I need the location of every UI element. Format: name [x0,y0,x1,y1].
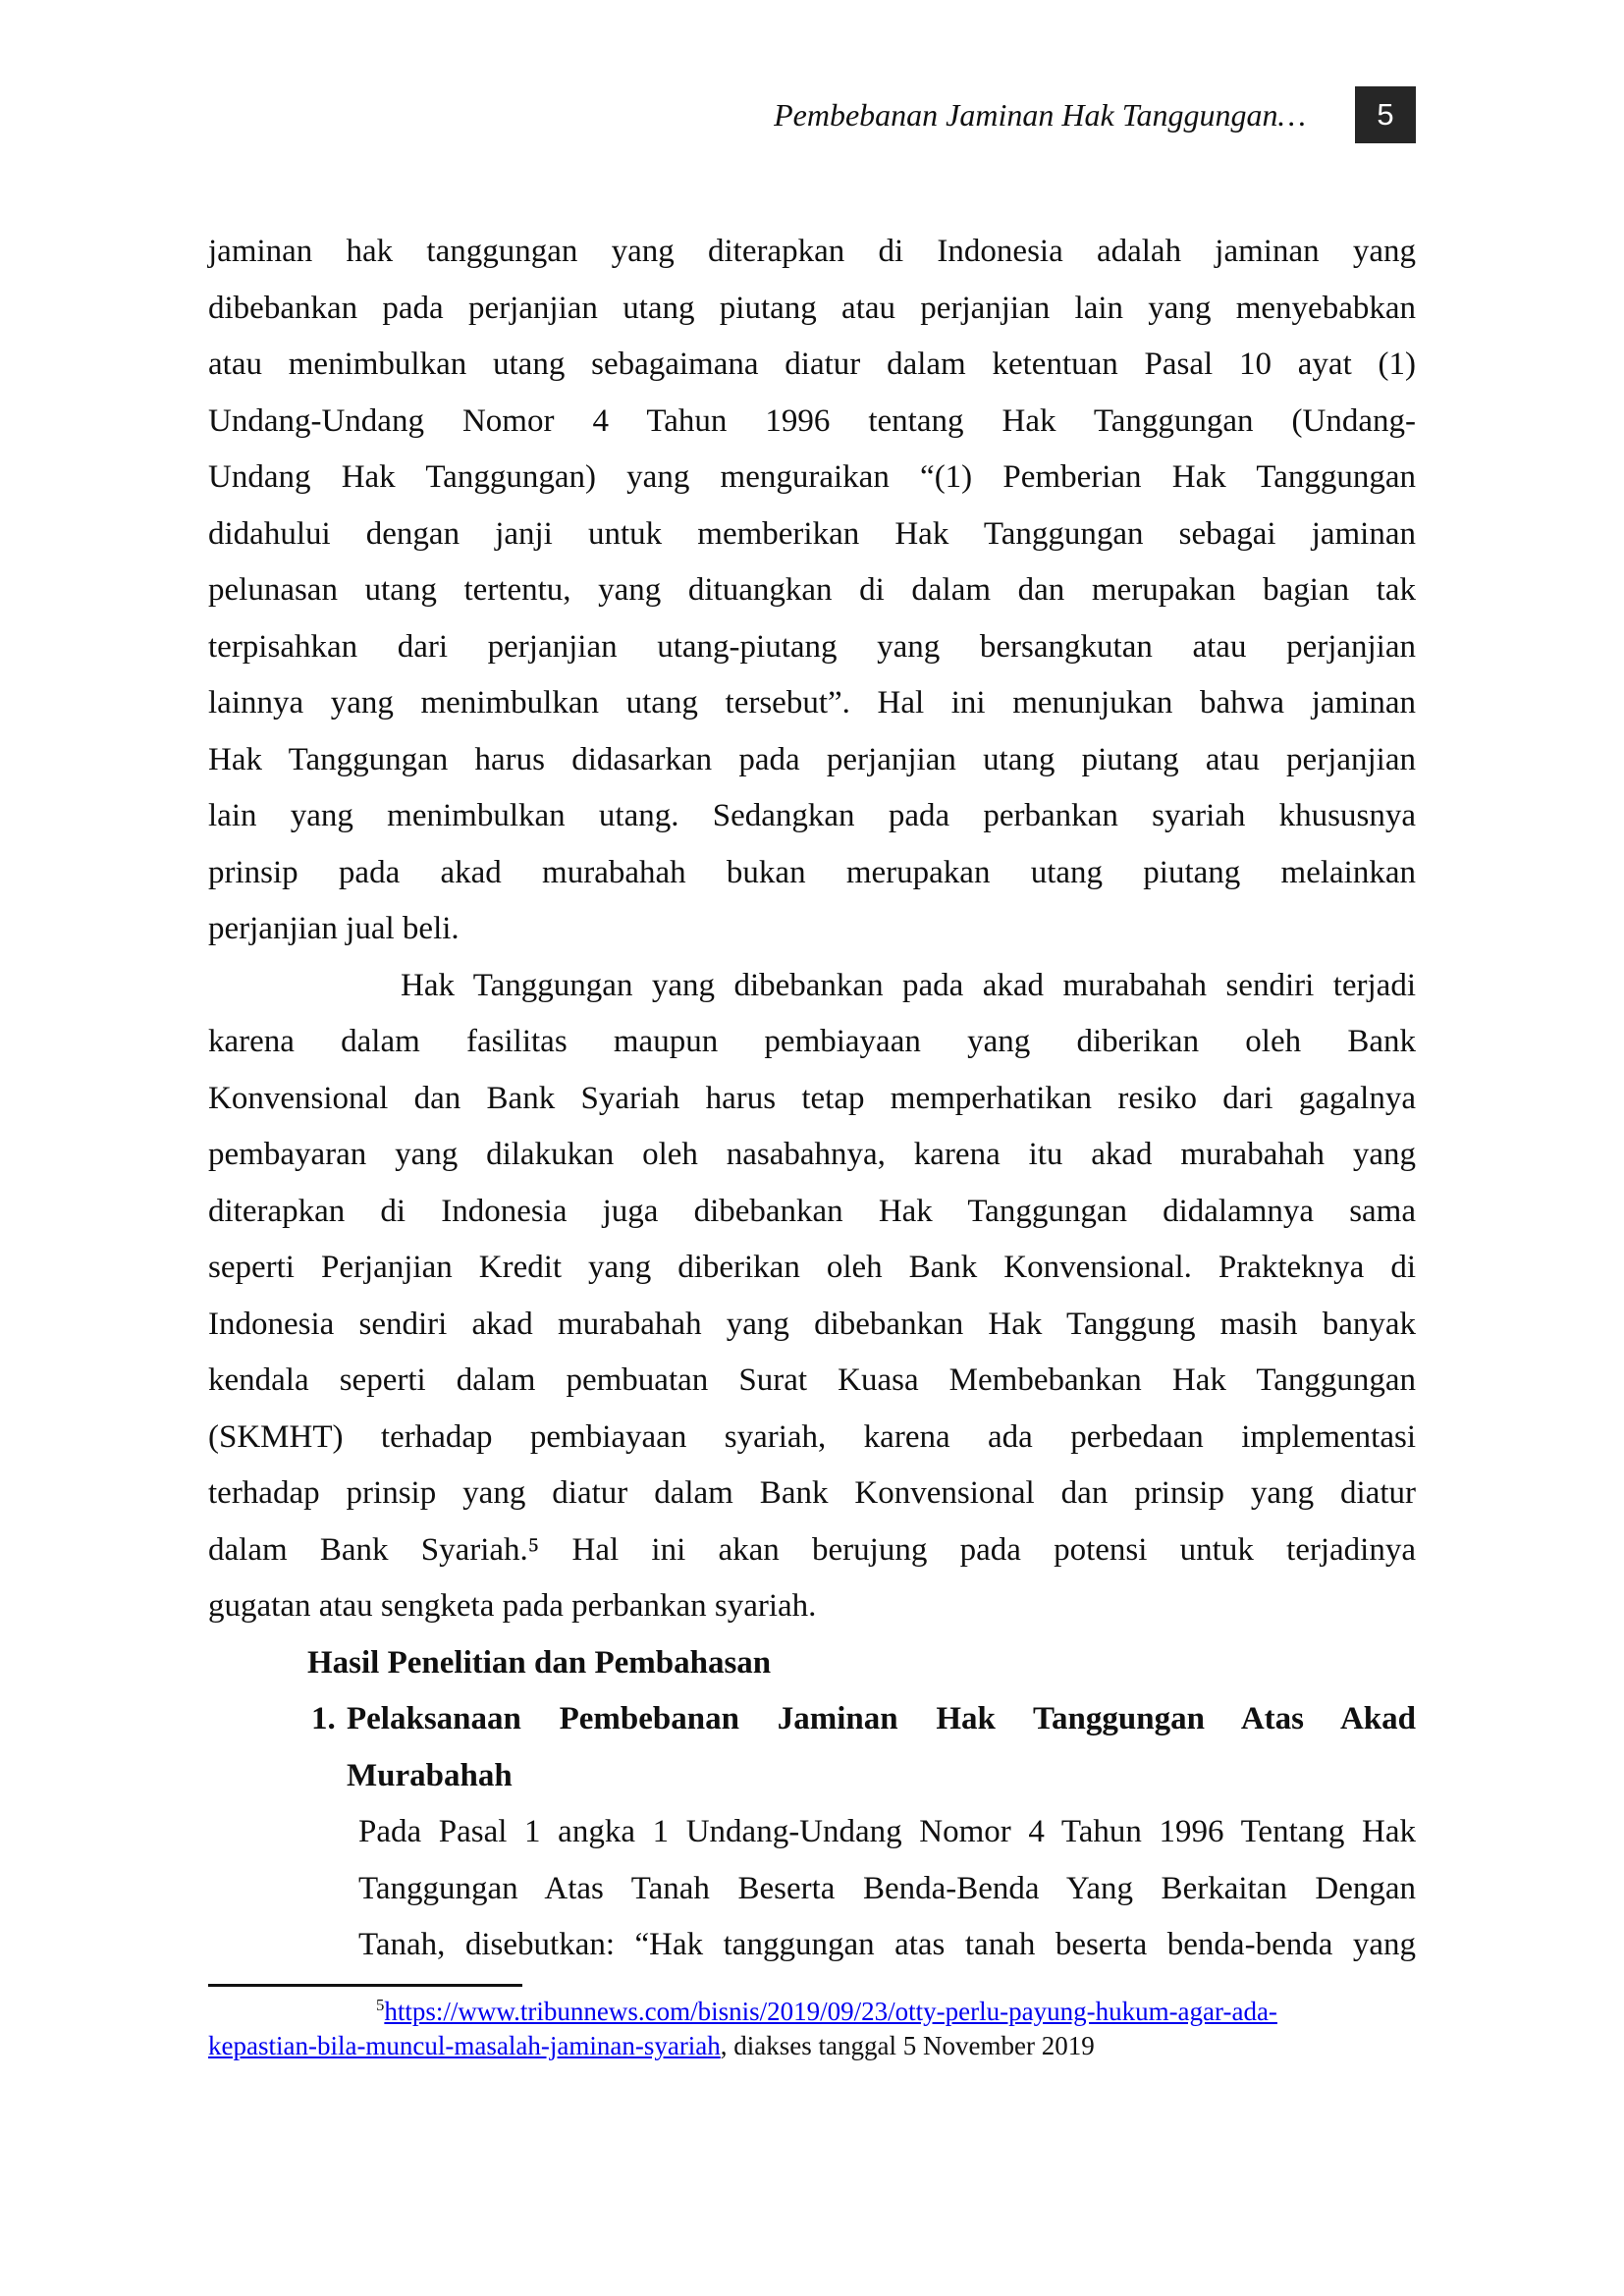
text-line: gugatan atau sengketa pada perbankan syariah. [208,1588,817,1624]
text-line: prinsip pada akad murabahah bukan merupakan utang piutang melainkan [208,854,1416,890]
text-line: Konvensional dan Bank Syariah harus tetap memperhatikan resiko dari gagalnya [208,1080,1416,1116]
body-text [208,224,1416,1974]
footnote-link-continued[interactable]: kepastian-bila-muncul-masalah-jaminan-syariah [208,2031,721,2060]
footnote-separator [208,1984,522,1987]
page-number: 5 [1377,97,1394,132]
paragraph-2 [208,958,1416,1635]
text-line: (SKMHT) terhadap pembiayaan syariah, karena ada perbedaan implementasi [208,1418,1416,1455]
footnote-suffix: , diakses tanggal 5 November 2019 [720,2031,1095,2060]
text-line: diterapkan di Indonesia juga dibebankan Hak Tanggungan didalamnya sama [208,1193,1416,1229]
text-line: jaminan hak tanggungan yang diterapkan di Indonesia adalah jaminan yang [208,234,1416,269]
text-line: karena dalam fasilitas maupun pembiayaan yang diberikan oleh Bank [208,1024,1416,1059]
list-heading [347,1691,1416,1804]
list-number: 1. [311,1701,336,1736]
text-line: terhadap prinsip yang diatur dalam Bank Konvensional dan prinsip yang diatur [208,1475,1416,1511]
text-line: atau menimbulkan utang sebagaimana diatur dalam ketentuan Pasal 10 ayat (1) [208,347,1416,382]
text-line: perjanjian jual beli. [208,911,460,946]
footnote-line-2 [208,2029,1416,2063]
text-line: pembayaran yang dilakukan oleh nasabahnya, karena itu akad murabahah yang [208,1137,1416,1172]
footnote-link[interactable]: https://www.tribunnews.com/bisnis/2019/09/23/otty-perlu-payung-hukum-agar-ada- [384,1997,1277,2026]
text-line: terpisahkan dari perjanjian utang-piutang yang bersangkutan atau perjanjian [208,628,1416,665]
text-line: Tanggungan Atas Tanah Beserta Benda-Benda Yang Berkaitan Dengan [358,1870,1416,1906]
text-line: Hak Tanggungan yang dibebankan pada akad murabahah sendiri terjadi [401,967,1416,1003]
text-line: lainnya yang menimbulkan utang tersebut”. Hal ini menunjukan bahwa jaminan [208,685,1416,721]
footnote [208,1984,1416,2063]
text-line: dibebankan pada perjanjian utang piutang atau perjanjian lain yang menyebabkan [208,290,1416,326]
text-line: Hak Tanggungan harus didasarkan pada perjanjian utang piutang atau perjanjian [208,741,1416,777]
text-line: lain yang menimbulkan utang. Sedangkan pada perbankan syariah khususnya [208,798,1416,833]
paragraph-3 [208,1804,1416,1974]
text-line: Tanah, disebutkan: “Hak tanggungan atas tanah beserta benda-benda yang [358,1927,1416,1962]
text-line: didahului dengan janji untuk memberikan Hak Tanggungan sebagai jaminan [208,515,1416,552]
text-line: Murabahah [347,1757,513,1793]
list-item-1 [208,1691,1416,1804]
text-line: pelunasan utang tertentu, yang dituangkan di dalam dan merupakan bagian tak [208,572,1416,608]
page-header [208,86,1416,143]
text-line: Undang Hak Tanggungan) yang menguraikan “(1) Pemberian Hak Tanggungan [208,459,1416,495]
page-number-badge [1355,86,1416,143]
section-heading: Hasil Penelitian dan Pembahasan [307,1644,772,1681]
footnote-marker: 5 [376,1996,385,2014]
footnote-line-1 [208,1995,1416,2029]
text-line: dalam Bank Syariah.⁵ Hal ini akan berujung pada potensi untuk terjadinya [208,1531,1416,1568]
text-line: Undang-Undang Nomor 4 Tahun 1996 tentang Hak Tanggungan (Undang- [208,402,1416,439]
text-line: Indonesia sendiri akad murabahah yang dibebankan Hak Tanggung masih banyak [208,1306,1416,1342]
header-title: Pembebanan Jaminan Hak Tanggungan… [774,96,1306,133]
text-line: seperti Perjanjian Kredit yang diberikan oleh Bank Konvensional. Prakteknya di [208,1250,1416,1285]
text-line: Pada Pasal 1 angka 1 Undang-Undang Nomor 4 Tahun 1996 Tentang Hak [358,1814,1416,1849]
text-line: kendala seperti dalam pembuatan Surat Kuasa Membebankan Hak Tanggungan [208,1362,1416,1398]
paragraph-1 [208,224,1416,958]
text-line: Pelaksanaan Pembebanan Jaminan Hak Tanggungan Atas Akad [347,1701,1416,1736]
